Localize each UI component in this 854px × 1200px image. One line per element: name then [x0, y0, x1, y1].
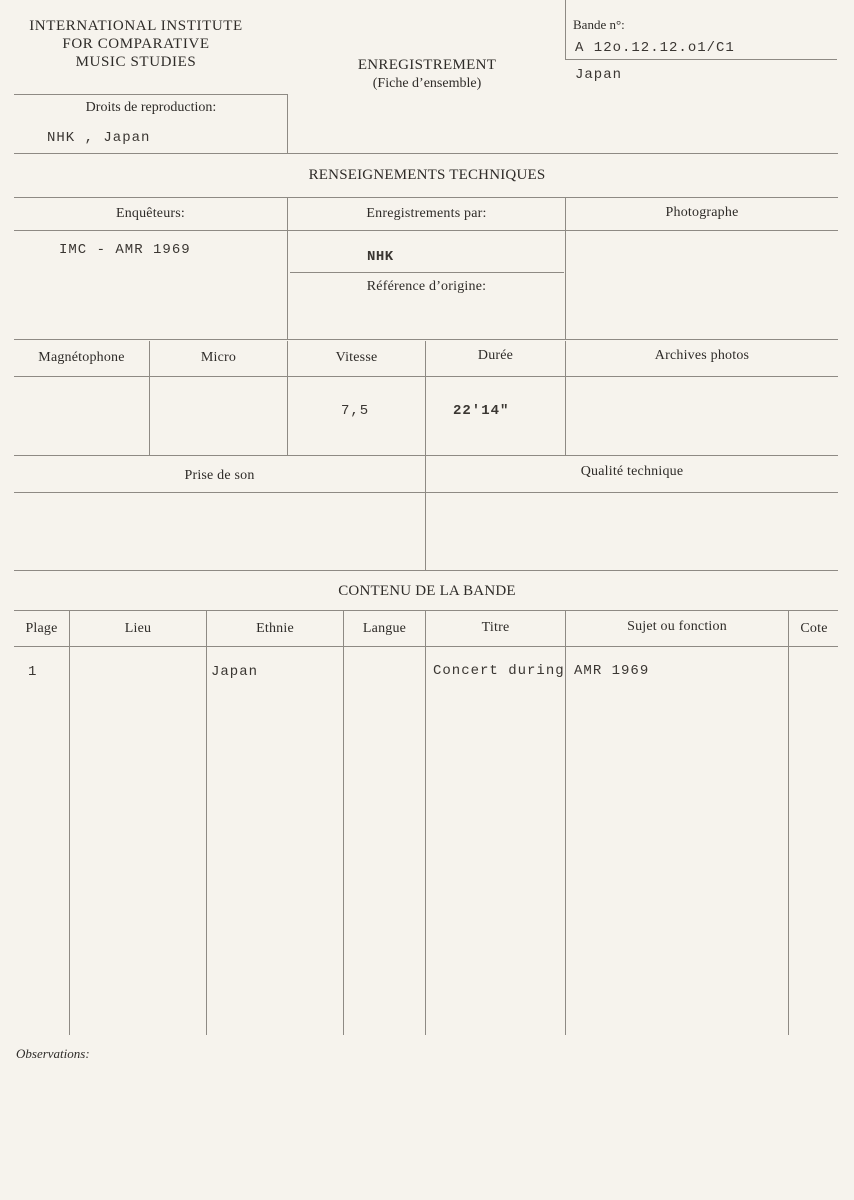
magnetophone-label: Magnétophone	[38, 350, 125, 365]
divider	[14, 230, 838, 231]
bande-country: Japan	[575, 67, 623, 83]
column-header-langue: Langue	[362, 621, 407, 636]
column-header-sujet: Sujet ou fonction	[627, 619, 727, 634]
column-divider	[343, 610, 344, 1035]
institute-line-1: INTERNATIONAL INSTITUTE	[29, 18, 243, 34]
reference-label: Référence d’origine:	[366, 279, 487, 294]
technical-section-title: RENSEIGNEMENTS TECHNIQUES	[308, 167, 546, 183]
technical-top-border	[14, 153, 838, 154]
divider	[14, 570, 838, 571]
contents-section-title: CONTENU DE LA BANDE	[338, 583, 516, 599]
contents-header-top	[14, 610, 838, 611]
column-header-plage: Plage	[25, 621, 58, 636]
cell-plage: 1	[28, 664, 38, 680]
enqueteurs-value: IMC - AMR 1969	[59, 242, 191, 258]
vitesse-label: Vitesse	[335, 350, 378, 365]
duree-value: 22'14"	[453, 403, 510, 419]
rights-box-top-border	[14, 94, 288, 95]
institute-name	[0, 17, 272, 71]
form-subtitle: (Fiche d’ensemble)	[372, 76, 482, 91]
observations-label: Observations:	[16, 1046, 90, 1061]
column-header-lieu: Lieu	[124, 621, 152, 636]
rights-value: NHK , Japan	[47, 130, 151, 146]
column-header-ethnie: Ethnie	[256, 621, 294, 636]
column-divider	[69, 610, 70, 1035]
enregistrements-value: NHK	[367, 249, 394, 265]
rights-label: Droits de reproduction:	[85, 100, 217, 115]
duree-label: Durée	[477, 348, 514, 363]
divider	[14, 376, 838, 377]
cell-ethnie: Japan	[211, 664, 259, 680]
bande-box-left-border	[565, 0, 566, 60]
enqueteurs-label: Enquêteurs:	[115, 206, 186, 221]
cell-titre: Concert during AMR 1969	[433, 663, 650, 679]
institute-line-3: MUSIC STUDIES	[75, 54, 197, 70]
vitesse-value: 7,5	[341, 403, 370, 419]
column-divider	[788, 610, 789, 1035]
column-header-cote: Cote	[800, 621, 828, 636]
qualite-technique-label: Qualité technique	[580, 464, 684, 479]
contents-header-bottom	[14, 646, 838, 647]
column-divider	[425, 610, 426, 1035]
column-header-titre: Titre	[481, 620, 510, 635]
institute-line-2: FOR COMPARATIVE	[62, 36, 210, 52]
bande-box-bottom-border	[565, 59, 837, 60]
technical-header-top	[14, 197, 838, 198]
bande-number: A 12o.12.12.o1/C1	[575, 40, 735, 56]
form-title: ENREGISTREMENT	[357, 57, 497, 73]
divider	[14, 339, 838, 340]
bande-label: Bande n°:	[573, 17, 625, 32]
column-divider	[206, 610, 207, 1035]
divider	[290, 272, 564, 273]
enregistrements-label: Enregistrements par:	[366, 206, 487, 221]
archives-photos-label: Archives photos	[654, 348, 750, 363]
micro-label: Micro	[200, 350, 237, 365]
divider	[14, 455, 838, 456]
divider	[14, 492, 838, 493]
photographe-label: Photographe	[665, 205, 739, 220]
prise-de-son-label: Prise de son	[184, 468, 255, 483]
